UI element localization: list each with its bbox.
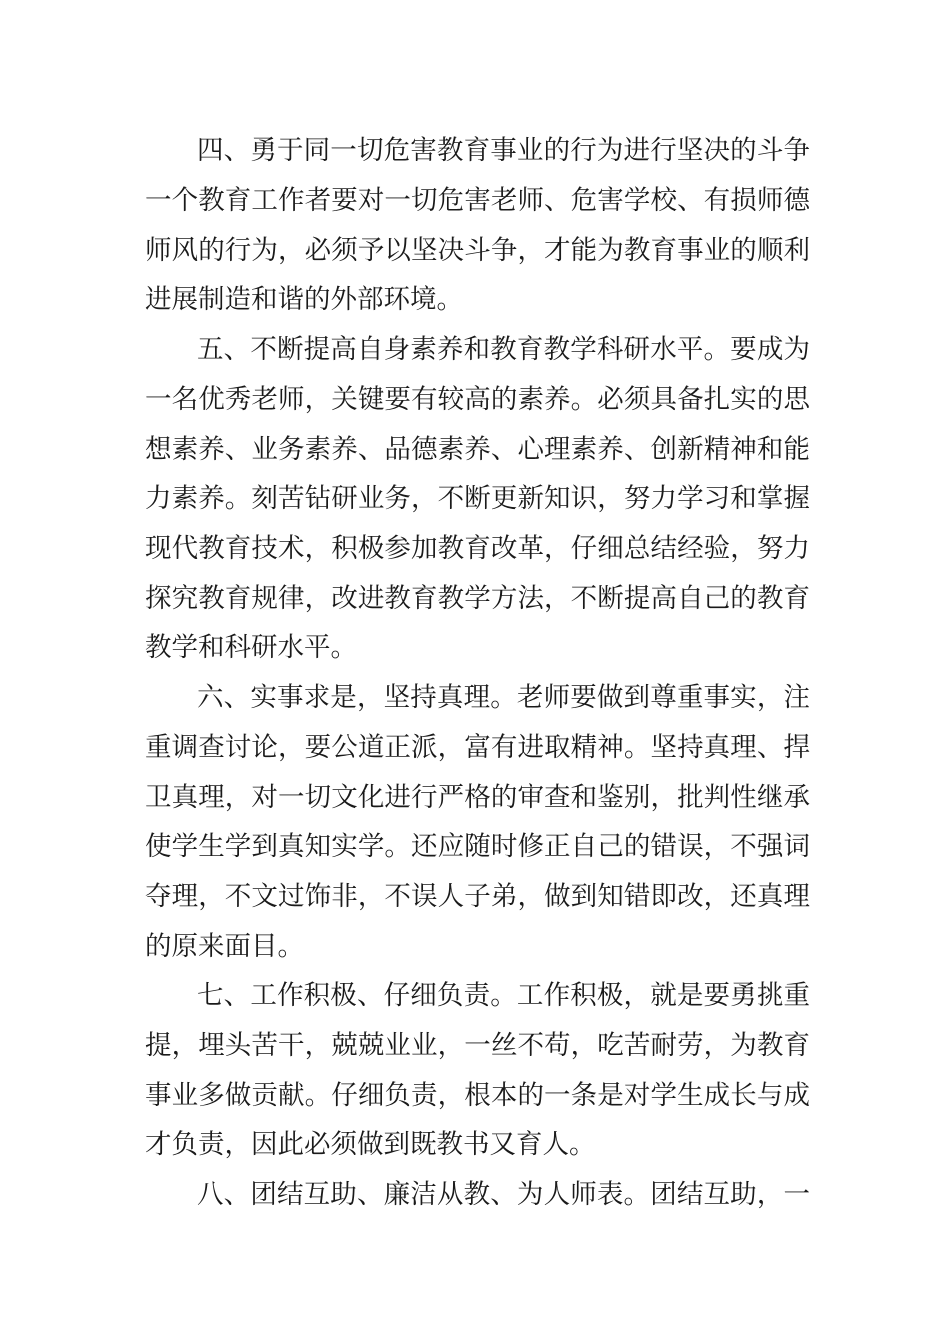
text-line: 使学生学到真知实学。还应随时修正自己的错误，不强词 — [145, 831, 810, 862]
text-line: 卫真理，对一切文化进行严格的审查和鉴别，批判性继承 — [145, 782, 810, 813]
text-line: 事业多做贡献。仔细负责，根本的一条是对学生成长与成 — [145, 1080, 810, 1111]
text-line: 夺理，不文过饰非，不误人子弟，做到知错即改，还真理 — [145, 881, 810, 912]
text-line: 七、工作积极、仔细负责。工作积极，就是要勇挑重 — [197, 980, 810, 1011]
text-line: 才负责，因此必须做到既教书又育人。 — [145, 1129, 596, 1160]
text-line: 师风的行为，必须予以坚决斗争，才能为教育事业的顺利 — [145, 235, 810, 266]
text-line: 四、勇于同一切危害教育事业的行为进行坚决的斗争 — [197, 135, 810, 166]
text-line: 重调查讨论，要公道正派，富有进取精神。坚持真理、捍 — [145, 732, 810, 763]
text-line: 八、团结互助、廉洁从教、为人师表。团结互助，一 — [197, 1179, 810, 1210]
text-line: 的原来面目。 — [145, 931, 304, 962]
text-line: 想素养、业务素养、品德素养、心理素养、创新精神和能 — [145, 434, 810, 465]
text-line: 一名优秀老师，关键要有较高的素养。必须具备扎实的思 — [145, 384, 810, 415]
text-line: 力素养。刻苦钻研业务，不断更新知识，努力学习和掌握 — [145, 483, 810, 514]
text-line: 教学和科研水平。 — [145, 632, 357, 663]
text-line: 提，埋头苦干，兢兢业业，一丝不苟，吃苦耐劳，为教育 — [145, 1030, 810, 1061]
text-line: 现代教育技术，积极参加教育改革，仔细总结经验，努力 — [145, 533, 810, 564]
text-line: 探究教育规律，改进教育教学方法，不断提高自己的教育 — [145, 583, 810, 614]
text-line: 一个教育工作者要对一切危害老师、危害学校、有损师德 — [145, 185, 810, 216]
text-line: 进展制造和谐的外部环境。 — [145, 284, 463, 315]
text-line: 五、不断提高自身素养和教育教学科研水平。要成为 — [197, 334, 810, 365]
text-line: 六、实事求是，坚持真理。老师要做到尊重事实，注 — [197, 682, 810, 713]
